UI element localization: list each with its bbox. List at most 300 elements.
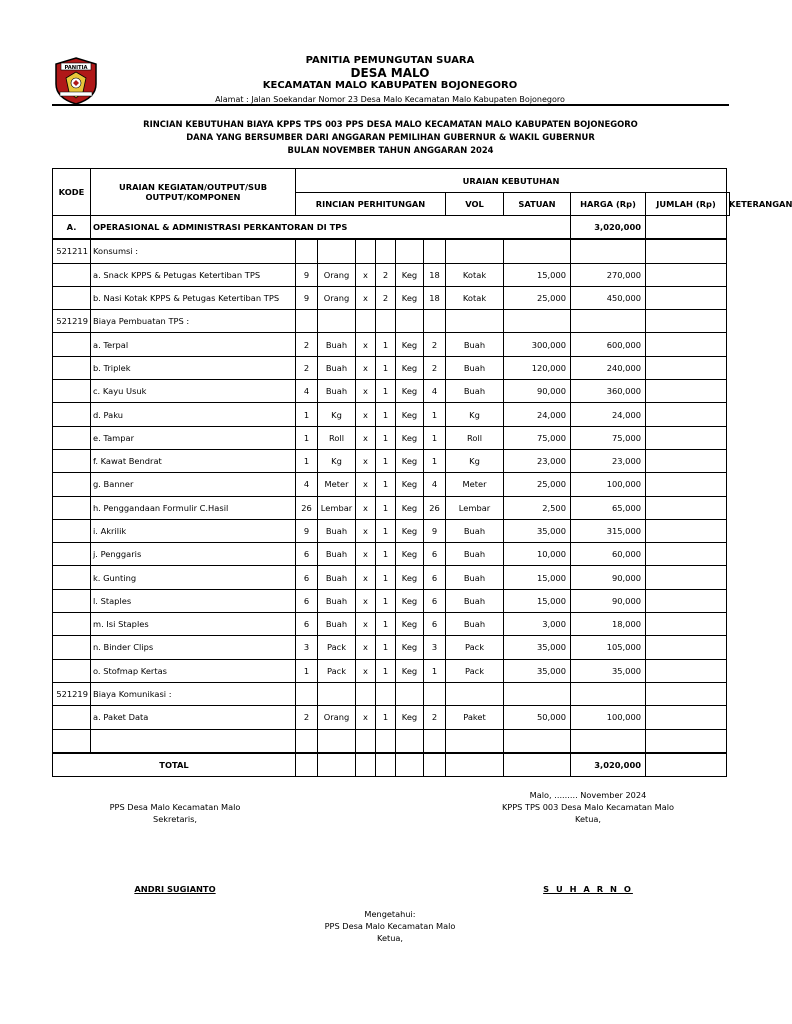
cell-q1: 9 (296, 286, 318, 309)
cell-satuan: Kotak (446, 263, 504, 286)
cell-u1: Pack (318, 636, 356, 659)
cell-x: x (356, 589, 376, 612)
cell-u1: Meter (318, 473, 356, 496)
doc-title-line3: BULAN NOVEMBER TAHUN ANGGARAN 2024 (287, 145, 494, 155)
signature-right-line2: Ketua, (574, 814, 602, 824)
cell-u1 (318, 239, 356, 263)
cell-label: Biaya Pembuatan TPS : (91, 310, 296, 333)
cell-label: e. Tampar (91, 426, 296, 449)
cell-u1: Orang (318, 263, 356, 286)
cell-kode (53, 543, 91, 566)
section-row (53, 216, 730, 240)
cell-vol: 6 (424, 613, 446, 636)
cell-harga: 90,000 (504, 380, 571, 403)
cell-satuan: Buah (446, 613, 504, 636)
header-satuan: SATUAN (504, 193, 571, 216)
cell-u2 (396, 729, 424, 753)
cell-vol: 2 (424, 356, 446, 379)
cell-keterangan (646, 613, 727, 636)
cell-q2 (376, 729, 396, 753)
cell-kode (53, 729, 91, 753)
cell-q1: 4 (296, 380, 318, 403)
cell-kode: 521219 (53, 682, 91, 705)
cell-x (356, 310, 376, 333)
cell-kode (53, 566, 91, 589)
cell-harga: 3,000 (504, 613, 571, 636)
cell-kode (53, 496, 91, 519)
signature-left-line2: Sekretaris, (153, 814, 197, 824)
cell-jumlah: 75,000 (571, 426, 646, 449)
cell-u2: Keg (396, 356, 424, 379)
cell-u1: Pack (318, 659, 356, 682)
signature-middle-line1: Mengetahui: (364, 909, 416, 919)
cell-vol: 1 (424, 659, 446, 682)
cell-q1: 2 (296, 356, 318, 379)
cell-label: g. Banner (91, 473, 296, 496)
cell-u2 (396, 310, 424, 333)
cell-keterangan (646, 239, 727, 263)
header-line3: KECAMATAN MALO KABUPATEN BOJONEGORO (262, 80, 518, 91)
header-kode: KODE (53, 169, 91, 216)
cell-vol (424, 239, 446, 263)
cell-label: n. Binder Clips (91, 636, 296, 659)
table-row (53, 659, 730, 682)
total-keterangan (646, 753, 727, 777)
cell-q2: 1 (376, 449, 396, 472)
cell-x: x (356, 380, 376, 403)
cell-q1: 6 (296, 613, 318, 636)
cell-q1: 1 (296, 426, 318, 449)
cell-label: m. Isi Staples (91, 613, 296, 636)
cell-jumlah (571, 682, 646, 705)
cell-kode: 521211 (53, 239, 91, 263)
cell-keterangan (646, 566, 727, 589)
cell-u1 (318, 310, 356, 333)
cell-q1 (296, 682, 318, 705)
header-keterangan: KETERANGAN (727, 193, 730, 216)
cell-jumlah: 90,000 (571, 589, 646, 612)
table-row (53, 729, 730, 753)
cell-u2: Keg (396, 263, 424, 286)
cell-u2: Keg (396, 333, 424, 356)
cell-x: x (356, 543, 376, 566)
cell-satuan: Kg (446, 449, 504, 472)
cell-satuan (446, 310, 504, 333)
cell-harga: 10,000 (504, 543, 571, 566)
cell-satuan (446, 682, 504, 705)
cell-u1: Buah (318, 566, 356, 589)
cell-kode (53, 286, 91, 309)
cell-u2: Keg (396, 659, 424, 682)
signature-left-name: ANDRI SUGIANTO (134, 884, 216, 894)
header-harga: HARGA (Rp) (571, 193, 646, 216)
cell-q2: 2 (376, 263, 396, 286)
cell-u1: Buah (318, 380, 356, 403)
cell-q2: 2 (376, 286, 396, 309)
cell-satuan (446, 729, 504, 753)
total-jumlah: 3,020,000 (571, 753, 646, 777)
cell-u2: Keg (396, 519, 424, 542)
signature-left-line1: PPS Desa Malo Kecamatan Malo (109, 802, 241, 812)
cell-q2: 1 (376, 636, 396, 659)
cell-satuan: Pack (446, 659, 504, 682)
signature-right-name: S U H A R N O (543, 884, 633, 894)
cell-u1: Buah (318, 589, 356, 612)
signature-middle-line3: Ketua, (376, 933, 404, 943)
cell-vol: 1 (424, 426, 446, 449)
cell-q1 (296, 239, 318, 263)
cell-keterangan (646, 356, 727, 379)
cell-u1: Orang (318, 286, 356, 309)
total-label: TOTAL (53, 753, 296, 777)
cell-vol: 3 (424, 636, 446, 659)
cell-jumlah: 23,000 (571, 449, 646, 472)
cell-q2: 1 (376, 519, 396, 542)
table-row (53, 589, 730, 612)
total-empty-cell (504, 753, 571, 777)
cell-vol: 6 (424, 566, 446, 589)
header-line2: DESA MALO (350, 66, 430, 80)
signature-right (488, 789, 688, 825)
cell-jumlah (571, 239, 646, 263)
cell-harga (504, 682, 571, 705)
cell-jumlah (571, 310, 646, 333)
cell-harga: 50,000 (504, 706, 571, 729)
cell-harga: 15,000 (504, 566, 571, 589)
table-row (53, 496, 730, 519)
cell-satuan: Roll (446, 426, 504, 449)
cell-x: x (356, 426, 376, 449)
cell-kode (53, 356, 91, 379)
cell-label: a. Terpal (91, 333, 296, 356)
cell-label: j. Penggaris (91, 543, 296, 566)
cell-jumlah: 90,000 (571, 566, 646, 589)
cell-satuan: Kotak (446, 286, 504, 309)
table-row (53, 310, 730, 333)
cell-kode (53, 263, 91, 286)
cell-harga: 300,000 (504, 333, 571, 356)
cell-jumlah: 100,000 (571, 706, 646, 729)
cell-keterangan (646, 333, 727, 356)
cell-u2: Keg (396, 613, 424, 636)
cell-q2: 1 (376, 356, 396, 379)
cell-vol (424, 682, 446, 705)
table-row (53, 473, 730, 496)
cell-jumlah: 360,000 (571, 380, 646, 403)
cell-satuan: Pack (446, 636, 504, 659)
cell-keterangan (646, 426, 727, 449)
cell-x: x (356, 286, 376, 309)
table-row (53, 613, 730, 636)
cell-u1: Roll (318, 426, 356, 449)
total-empty-cell (446, 753, 504, 777)
cell-harga: 15,000 (504, 263, 571, 286)
cell-jumlah: 24,000 (571, 403, 646, 426)
cell-satuan: Paket (446, 706, 504, 729)
cell-u1: Kg (318, 449, 356, 472)
cell-u2: Keg (396, 380, 424, 403)
cell-jumlah: 65,000 (571, 496, 646, 519)
cell-vol: 4 (424, 380, 446, 403)
cell-kode (53, 636, 91, 659)
cell-vol: 1 (424, 403, 446, 426)
cell-harga (504, 239, 571, 263)
cell-q1: 3 (296, 636, 318, 659)
cell-u2: Keg (396, 403, 424, 426)
cell-x: x (356, 403, 376, 426)
cell-u2: Keg (396, 543, 424, 566)
table-row (53, 543, 730, 566)
section-label: OPERASIONAL & ADMINISTRASI PERKANTORAN DI TPS (91, 216, 571, 240)
cell-jumlah: 100,000 (571, 473, 646, 496)
cell-q1: 9 (296, 263, 318, 286)
total-empty-cell (396, 753, 424, 777)
cell-q1: 2 (296, 706, 318, 729)
cell-u2: Keg (396, 449, 424, 472)
cell-jumlah: 105,000 (571, 636, 646, 659)
cell-jumlah: 450,000 (571, 286, 646, 309)
signature-middle (290, 908, 490, 944)
cell-vol: 18 (424, 286, 446, 309)
total-empty-cell (424, 753, 446, 777)
cell-q2: 1 (376, 473, 396, 496)
cell-harga: 25,000 (504, 473, 571, 496)
header-jumlah: JUMLAH (Rp) (646, 193, 727, 216)
cell-kode (53, 659, 91, 682)
cell-vol: 6 (424, 543, 446, 566)
total-empty-cell (376, 753, 396, 777)
cell-harga: 15,000 (504, 589, 571, 612)
cell-vol (424, 729, 446, 753)
cell-satuan (446, 239, 504, 263)
cell-q1: 1 (296, 659, 318, 682)
cell-vol: 2 (424, 333, 446, 356)
cell-label: h. Penggandaan Formulir C.Hasil (91, 496, 296, 519)
cell-x (356, 729, 376, 753)
cell-u2: Keg (396, 426, 424, 449)
cell-q1 (296, 729, 318, 753)
total-empty-cell (356, 753, 376, 777)
cell-label: c. Kayu Usuk (91, 380, 296, 403)
cell-u2: Keg (396, 636, 424, 659)
cell-jumlah: 600,000 (571, 333, 646, 356)
cell-keterangan (646, 543, 727, 566)
cell-harga: 23,000 (504, 449, 571, 472)
cell-label: a. Snack KPPS & Petugas Ketertiban TPS (91, 263, 296, 286)
cell-keterangan (646, 659, 727, 682)
cell-keterangan (646, 286, 727, 309)
cell-x: x (356, 496, 376, 519)
cell-keterangan (646, 310, 727, 333)
cell-keterangan (646, 380, 727, 403)
cell-label: f. Kawat Bendrat (91, 449, 296, 472)
table-row (53, 333, 730, 356)
cell-kode (53, 519, 91, 542)
cell-harga: 24,000 (504, 403, 571, 426)
cell-x: x (356, 519, 376, 542)
cell-kode (53, 613, 91, 636)
cell-jumlah: 60,000 (571, 543, 646, 566)
signature-middle-line2: PPS Desa Malo Kecamatan Malo (324, 921, 456, 931)
cell-u2: Keg (396, 706, 424, 729)
table-row (53, 403, 730, 426)
cell-kode (53, 333, 91, 356)
section-keterangan (646, 216, 727, 240)
cell-x: x (356, 636, 376, 659)
cell-q2: 1 (376, 659, 396, 682)
cell-x: x (356, 566, 376, 589)
cell-jumlah: 315,000 (571, 519, 646, 542)
cell-kode (53, 403, 91, 426)
cell-q1: 6 (296, 543, 318, 566)
cell-vol: 1 (424, 449, 446, 472)
cell-q2: 1 (376, 706, 396, 729)
signature-left (90, 801, 260, 825)
cell-u2: Keg (396, 589, 424, 612)
cell-label: Konsumsi : (91, 239, 296, 263)
header-rincian: RINCIAN PERHITUNGAN (296, 193, 446, 216)
cell-q2: 1 (376, 589, 396, 612)
cell-keterangan (646, 589, 727, 612)
cell-label: l. Staples (91, 589, 296, 612)
cell-jumlah: 270,000 (571, 263, 646, 286)
cell-u1: Buah (318, 543, 356, 566)
cell-kode (53, 473, 91, 496)
cell-x: x (356, 706, 376, 729)
section-jumlah: 3,020,000 (571, 216, 646, 240)
budget-table (52, 168, 792, 777)
cell-label: d. Paku (91, 403, 296, 426)
cell-label (91, 729, 296, 753)
cell-u1 (318, 729, 356, 753)
cell-q1 (296, 310, 318, 333)
cell-harga: 35,000 (504, 519, 571, 542)
cell-q2 (376, 682, 396, 705)
cell-x: x (356, 659, 376, 682)
cell-u2: Keg (396, 473, 424, 496)
cell-label: Biaya Komunikasi : (91, 682, 296, 705)
cell-q1: 4 (296, 473, 318, 496)
cell-kode (53, 706, 91, 729)
section-kode: A. (53, 216, 91, 240)
cell-q1: 1 (296, 403, 318, 426)
cell-vol (424, 310, 446, 333)
cell-q2: 1 (376, 333, 396, 356)
header-line1: PANITIA PEMUNGUTAN SUARA (305, 55, 475, 66)
cell-satuan: Buah (446, 519, 504, 542)
cell-keterangan (646, 496, 727, 519)
cell-u1: Buah (318, 356, 356, 379)
signature-right-date: Malo, ......... November 2024 (529, 790, 647, 800)
cell-satuan: Lembar (446, 496, 504, 519)
cell-q2: 1 (376, 380, 396, 403)
cell-u1: Orang (318, 706, 356, 729)
cell-label: o. Stofmap Kertas (91, 659, 296, 682)
table-row (53, 682, 730, 705)
cell-satuan: Kg (446, 403, 504, 426)
header-divider (52, 104, 729, 106)
doc-title-line2: DANA YANG BERSUMBER DARI ANGGARAN PEMILIHAN GUBERNUR & WAKIL GUBERNUR (186, 132, 595, 142)
total-empty-cell (318, 753, 356, 777)
cell-satuan: Meter (446, 473, 504, 496)
cell-q2: 1 (376, 566, 396, 589)
cell-keterangan (646, 403, 727, 426)
cell-kode (53, 426, 91, 449)
cell-satuan: Buah (446, 566, 504, 589)
cell-x: x (356, 356, 376, 379)
cell-harga: 35,000 (504, 659, 571, 682)
table-row (53, 356, 730, 379)
table-row (53, 426, 730, 449)
table-row (53, 636, 730, 659)
cell-harga: 2,500 (504, 496, 571, 519)
cell-satuan: Buah (446, 589, 504, 612)
cell-x: x (356, 473, 376, 496)
cell-satuan: Buah (446, 543, 504, 566)
cell-u1: Buah (318, 613, 356, 636)
cell-u2 (396, 682, 424, 705)
doc-title-line1: RINCIAN KEBUTUHAN BIAYA KPPS TPS 003 PPS DESA MALO KECAMATAN MALO KABUPATEN BOJONEGORO (143, 119, 638, 129)
cell-vol: 2 (424, 706, 446, 729)
cell-satuan: Buah (446, 333, 504, 356)
cell-q2 (376, 239, 396, 263)
cell-x: x (356, 449, 376, 472)
cell-q1: 1 (296, 449, 318, 472)
header-uraian: URAIAN KEGIATAN/OUTPUT/SUB OUTPUT/KOMPONEN (91, 169, 296, 216)
cell-x: x (356, 263, 376, 286)
cell-u2: Keg (396, 496, 424, 519)
cell-u1: Buah (318, 519, 356, 542)
cell-kode (53, 380, 91, 403)
cell-q1: 6 (296, 566, 318, 589)
cell-keterangan (646, 636, 727, 659)
cell-q2: 1 (376, 426, 396, 449)
cell-keterangan (646, 519, 727, 542)
cell-harga (504, 310, 571, 333)
cell-label: i. Akrilik (91, 519, 296, 542)
cell-q2 (376, 310, 396, 333)
cell-harga: 35,000 (504, 636, 571, 659)
table-row (53, 519, 730, 542)
cell-u2: Keg (396, 286, 424, 309)
cell-vol: 18 (424, 263, 446, 286)
cell-u1: Lembar (318, 496, 356, 519)
cell-x: x (356, 333, 376, 356)
cell-q2: 1 (376, 613, 396, 636)
header-kebutuhan: URAIAN KEBUTUHAN (296, 169, 727, 193)
cell-x (356, 682, 376, 705)
cell-jumlah: 240,000 (571, 356, 646, 379)
table-row (53, 239, 730, 263)
cell-q2: 1 (376, 403, 396, 426)
cell-harga: 25,000 (504, 286, 571, 309)
cell-x (356, 239, 376, 263)
cell-harga: 75,000 (504, 426, 571, 449)
cell-keterangan (646, 449, 727, 472)
cell-kode: 521219 (53, 310, 91, 333)
cell-u2: Keg (396, 566, 424, 589)
cell-q2: 1 (376, 543, 396, 566)
table-row (53, 706, 730, 729)
cell-harga (504, 729, 571, 753)
cell-keterangan (646, 473, 727, 496)
cell-jumlah: 35,000 (571, 659, 646, 682)
cell-keterangan (646, 706, 727, 729)
logo-text: PANITIA (64, 65, 88, 71)
cell-label: b. Triplek (91, 356, 296, 379)
header-address: Alamat : Jalan Soekandar Nomor 23 Desa Malo Kecamatan Malo Kabupaten Bojonegoro (215, 95, 565, 104)
header-vol: VOL (446, 193, 504, 216)
